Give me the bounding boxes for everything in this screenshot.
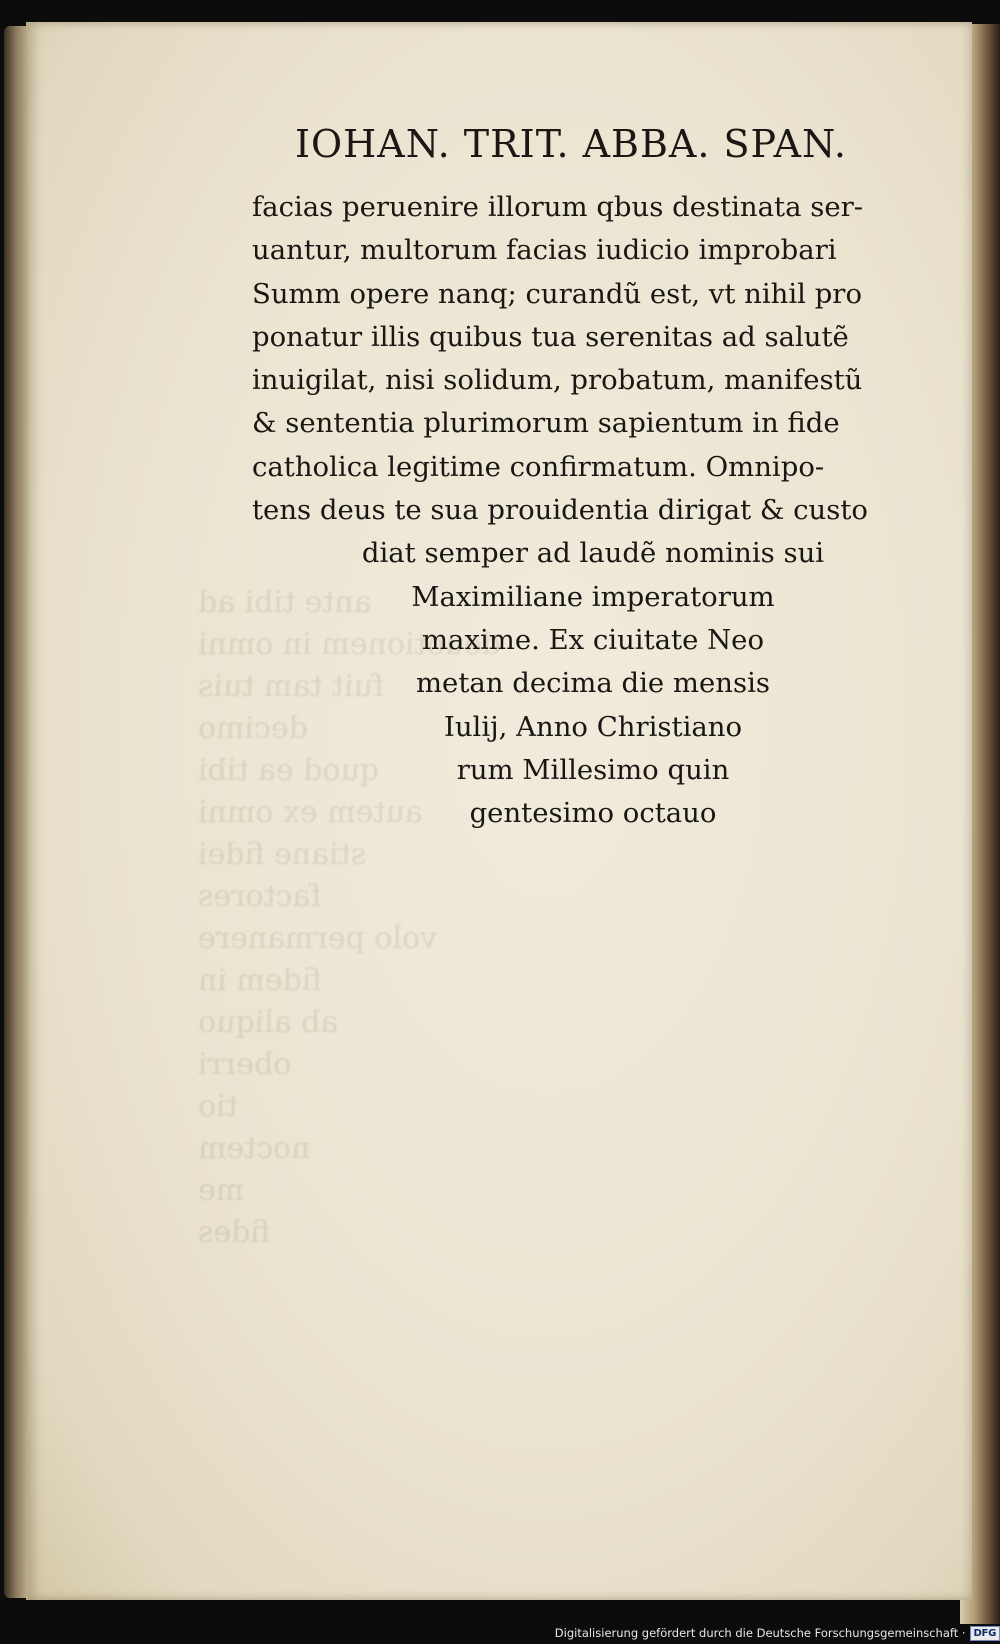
colophon-line-5: Iulij, Anno Christiano bbox=[443, 710, 743, 743]
text-line-1: facias peruenire illorum qbus destinata ser‑ bbox=[252, 191, 864, 223]
text-line-5: inuigilat, nisi solidum, probatum, manifestũ bbox=[252, 364, 863, 397]
colophon-line-4: metan decima die mensis bbox=[415, 667, 771, 700]
body-text bbox=[252, 186, 952, 835]
text-line-6: & sententia plurimorum sapientum in fide bbox=[252, 407, 840, 440]
colophon-line-3: maxime. Ex ciuitate Neo bbox=[421, 623, 765, 656]
text-line-4: ponatur illis quibus tua serenitas ad salutẽ bbox=[252, 320, 849, 353]
footer-credit-bar bbox=[554, 1622, 1000, 1644]
colophon-line-7: gentesimo octauo bbox=[469, 797, 717, 830]
show-through-text: ante tibi ad deuotionem in omni fuit tam tuis decimo quod ea tibi autem ex omni stiane fidei factores volo permanere fidem in ab aliquo oberri tio noctem me fides bbox=[198, 585, 501, 1250]
text-line-3: Summ opere nanq; curandũ est, vt nihil pro bbox=[252, 277, 862, 310]
funding-credit: Digitalisierung gefördert durch die Deutsche Forschungsgemeinschaft · bbox=[554, 1626, 966, 1640]
text-line-2: uantur, multorum facias iudicio improbari bbox=[252, 234, 837, 267]
colophon-line-6: rum Millesimo quin bbox=[456, 753, 730, 786]
colophon-line-1: diat semper ad laudẽ nominis sui bbox=[361, 537, 825, 570]
text-line-8: tens deus te sua prouidentia dirigat & custo bbox=[252, 494, 868, 527]
text-line-7: catholica legitime confirmatum. Omnipo‑ bbox=[252, 450, 825, 483]
running-head: IOHAN. TRIT. ABBA. SPAN. bbox=[295, 122, 847, 166]
colophon-line-2: Maximiliane imperatorum bbox=[411, 580, 775, 613]
dfg-logo: DFG bbox=[970, 1626, 1000, 1641]
